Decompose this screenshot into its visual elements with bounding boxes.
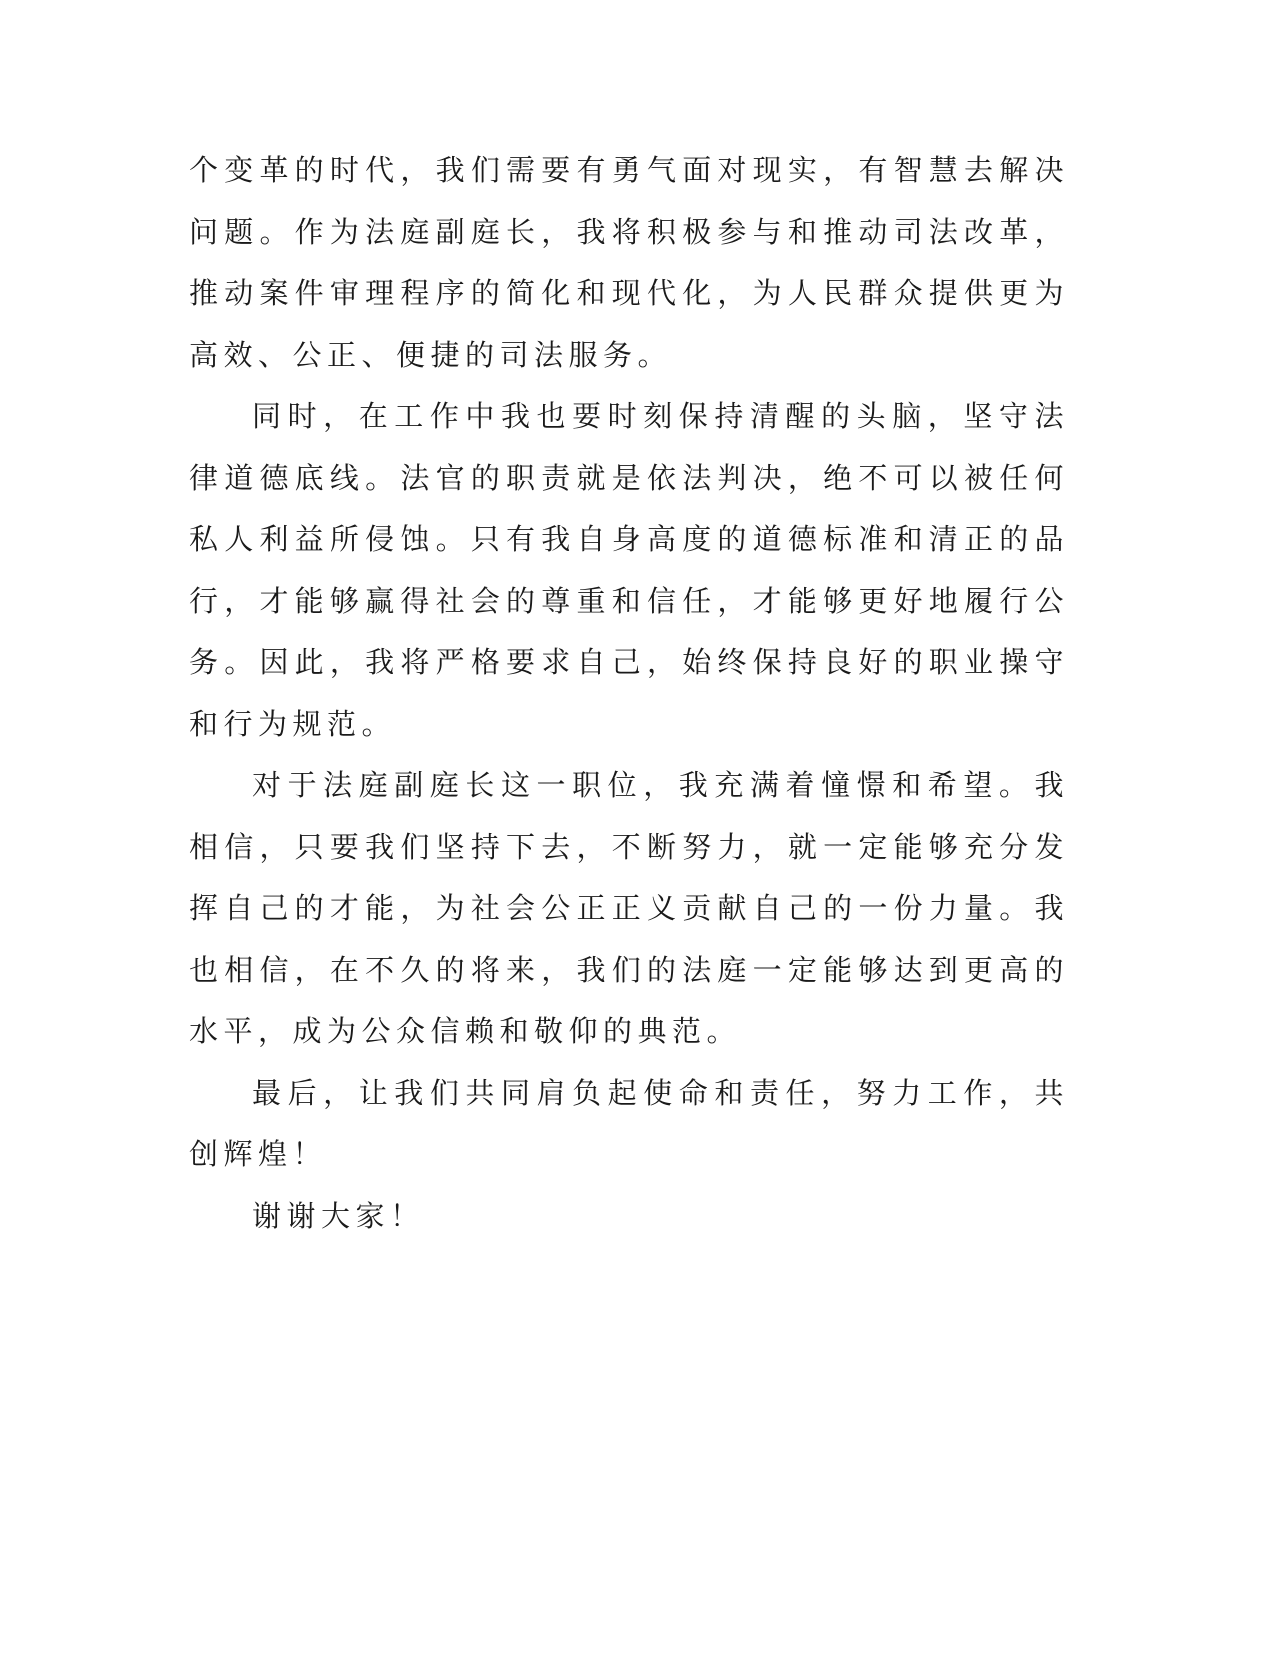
paragraph-aspiration: 对于法庭副庭长这一职位，我充满着憧憬和希望。我相信，只要我们坚持下去，不断努力，就一定能够充分发挥自己的才能，为社会公正正义贡献自己的一份力量。我也相信，在不久的将来，我们的法庭一定能够达到更高的水平，成为公众信赖和敬仰的典范。 — [189, 768, 1069, 1048]
paragraph-integrity: 同时，在工作中我也要时刻保持清醒的头脑，坚守法律道德底线。法官的职责就是依法判决，绝不可以被任何私人利益所侵蚀。只有我自身高度的道德标准和清正的品行，才能够赢得社会的尊重和信任，才能够更好地履行公务。因此，我将严格要求自己，始终保持良好的职业操守和行为规范。 — [189, 399, 1069, 741]
paragraph-continuation: 个变革的时代，我们需要有勇气面对现实，有智慧去解决问题。作为法庭副庭长，我将积极参与和推动司法改革，推动案件审理程序的简化和现代化，为人民群众提供更为高效、公正、便捷的司法服务。 — [189, 153, 1069, 372]
paragraph-thanks: 谢谢大家！ — [252, 1198, 425, 1233]
document-body — [189, 140, 1069, 1247]
paragraph-closing: 最后，让我们共同肩负起使命和责任，努力工作，共创辉煌！ — [189, 1075, 1069, 1171]
